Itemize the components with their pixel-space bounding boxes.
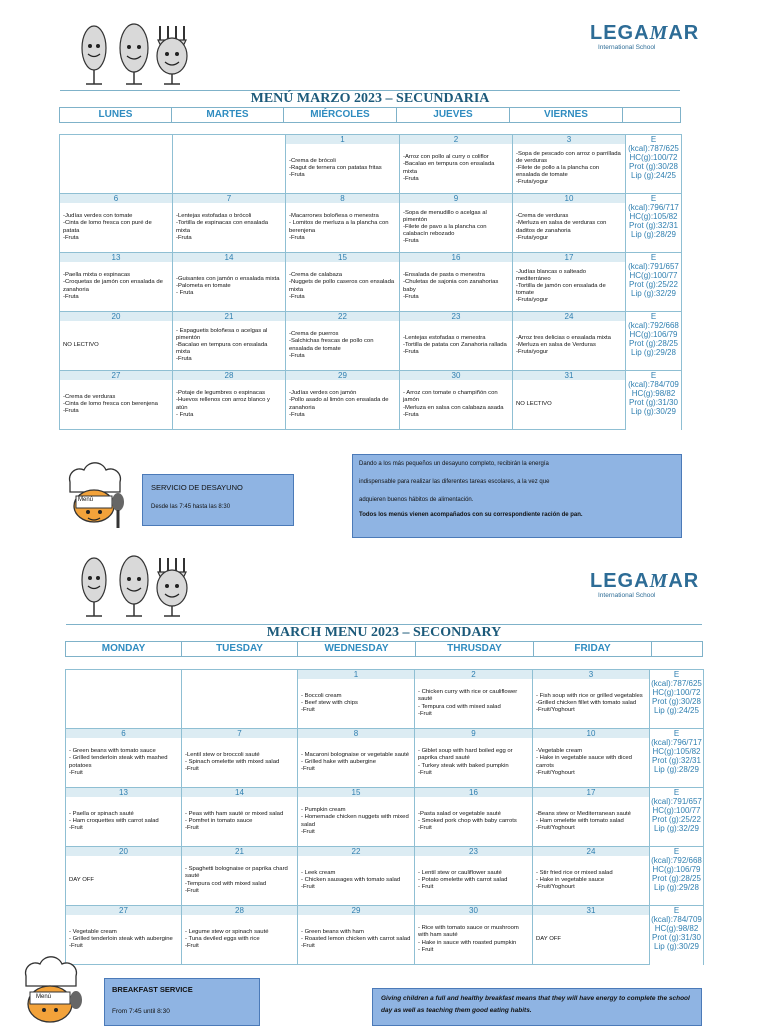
week-number-row xyxy=(66,847,704,857)
day-number: 10 xyxy=(513,194,626,204)
menu-dish-cell: - Legume stew or spinach sauté - Tuna deviled eggs with rice -Fruit xyxy=(182,915,298,965)
menu-dish-cell: -Lentejas estofadas o menestra -Tortilla de patata con Zanahoria rallada -Fruta xyxy=(400,321,513,371)
nutrition-line: E xyxy=(650,253,657,262)
nutrition-line: Prot (g):30/28 xyxy=(652,697,701,706)
nutrition-line: (kcal):791/657 xyxy=(628,262,679,271)
day-number: 17 xyxy=(533,788,650,798)
chef-mascot: Menú xyxy=(58,460,130,532)
nutrition-line: E xyxy=(650,135,657,144)
day-number: 13 xyxy=(60,253,173,263)
menu-dish-cell: -Lentil stew or broccoli sauté - Spinach omelette with mixed salad -Fruit xyxy=(182,738,298,788)
nutrition-line: HC(g):106/79 xyxy=(652,865,701,874)
menu-dish-cell: - Fish soup with rice or grilled vegetables -Grilled chicken fillet with tomato salad -Fruit/Yoghourt xyxy=(533,679,650,729)
nutrition-line: HC(g):105/82 xyxy=(629,212,678,221)
day-number: 17 xyxy=(513,253,626,263)
day-number: 6 xyxy=(66,729,182,739)
day-number: 6 xyxy=(60,194,173,204)
week-number-row xyxy=(60,194,682,204)
menu-dish-cell: - Lentil stew or cauliflower sauté - Potato omelette with carrot salad - Fruit xyxy=(415,856,533,906)
menu-dish-cell: -Crema de calabaza -Nuggets de pollo caseros con ensalada mixta -Fruta xyxy=(286,262,400,312)
menu-dish-cell: -Crema de brócoli -Ragut de ternera con patatas fritas -Fruta xyxy=(286,144,400,194)
nutrition-line: E xyxy=(673,906,680,915)
day-number: 8 xyxy=(286,194,400,204)
menu-dish-cell: - Vegetable cream - Grilled tenderloin steak with aubergine -Fruit xyxy=(66,915,182,965)
nutrition-line: E xyxy=(673,847,680,856)
menu-dish-cell: - Spaghetti bolognaise or paprika chard sauté -Tempura cod with mixed salad -Fruit xyxy=(182,856,298,906)
nutrition-line: HC(g):100/77 xyxy=(629,271,678,280)
day-number: 2 xyxy=(415,670,533,680)
menu-dish-cell: -Crema de verduras -Merluza en salsa de verduras con daditos de zanahoria -Fruta/yogur xyxy=(513,203,626,253)
day-number: 28 xyxy=(173,371,286,381)
nutrition-line: Prot (g):25/22 xyxy=(652,815,701,824)
day-number: 23 xyxy=(400,312,513,322)
menu-dish-cell: - Green beans with ham - Roasted lemon chicken with carrot salad -Fruit xyxy=(298,915,415,965)
nutrition-line: (kcal):792/668 xyxy=(628,321,679,330)
day-number: 9 xyxy=(400,194,513,204)
nutrition-line: E xyxy=(650,312,657,321)
nutrition-line: E xyxy=(673,729,680,738)
day-number: 10 xyxy=(533,729,650,739)
menu-dish-cell: NO LECTIVO xyxy=(60,321,173,371)
day-number: 22 xyxy=(286,312,400,322)
week-dish-row xyxy=(66,797,704,847)
nutrition-line: (kcal):791/657 xyxy=(651,797,702,806)
day-number: 8 xyxy=(298,729,415,739)
nutrition-line: (kcal):787/625 xyxy=(651,679,702,688)
menu-dish-cell: -Judías verdes con jamón -Pollo asado al limón con ensalada de zanahoria -Fruta xyxy=(286,380,400,430)
menu-dish-cell: -Judías blancas o salteado mediterráneo -Tortilla de jamón con ensalada de tomate -Fruta/yogur xyxy=(513,262,626,312)
menu-dish-cell xyxy=(66,679,182,729)
nutrition-line: HC(g):98/82 xyxy=(631,389,676,398)
week-dish-row xyxy=(66,856,704,906)
nutrition-line: HC(g):100/72 xyxy=(652,688,701,697)
nutrition-info xyxy=(650,670,704,729)
nutrition-line: Lip (g):29/28 xyxy=(654,883,699,892)
day-number xyxy=(60,135,173,145)
day-number: 7 xyxy=(173,194,286,204)
day-number: 2 xyxy=(400,135,513,145)
menu-dish-cell: - Stir fried rice or mixed salad - Hake in vegetable sauce -Fruit/Yoghourt xyxy=(533,856,650,906)
nutrition-info xyxy=(626,371,682,430)
week-number-row xyxy=(60,371,682,381)
nutrition-line: HC(g):105/82 xyxy=(652,747,701,756)
nutrition-line: (kcal):796/717 xyxy=(651,738,702,747)
day-number: 30 xyxy=(400,371,513,381)
menu-dish-cell: - Green beans with tomato sauce - Grilled tenderloin steak with mashed potatoes -Fruit xyxy=(66,738,182,788)
nutrition-info xyxy=(650,729,704,788)
menu-dish-cell: - Rice with tomato sauce or mushroom with ham sauté - Hake in sauce with roasted pumpkin - Fruit xyxy=(415,915,533,965)
menu-dish-cell: DAY OFF xyxy=(66,856,182,906)
day-number: 21 xyxy=(182,847,298,857)
day-number: 7 xyxy=(182,729,298,739)
day-number xyxy=(66,670,182,680)
menu-dish-cell: DAY OFF xyxy=(533,915,650,965)
nutrition-line: E xyxy=(673,788,680,797)
menu-table-es xyxy=(59,134,682,430)
day-number xyxy=(182,670,298,680)
nutrition-info xyxy=(626,135,682,194)
day-number: 20 xyxy=(66,847,182,857)
week-dish-row xyxy=(60,262,682,312)
nutrition-line: Prot (g):28/25 xyxy=(652,874,701,883)
menu-dish-cell: -Guisantes con jamón o ensalada mixta -Palometa en tomate - Fruta xyxy=(173,262,286,312)
nutrition-line: HC(g):100/77 xyxy=(652,806,701,815)
day-number: 9 xyxy=(415,729,533,739)
breakfast-info-box-en: Giving children a full and healthy breakfast means that they will have energy to complete the school day as well as teaching them good eating habits. xyxy=(372,988,702,1026)
nutrition-line: Lip (g):32/29 xyxy=(631,289,676,298)
nutrition-info xyxy=(650,847,704,906)
day-number: 31 xyxy=(533,906,650,916)
menu-dish-cell: -Macarrones boloñesa o menestra - Lomitos de merluza a la plancha con berenjena -Fruta xyxy=(286,203,400,253)
nutrition-info xyxy=(650,906,704,965)
nutrition-info xyxy=(626,253,682,312)
menu-dish-cell: -Arroz con pollo al curry o coliflor -Bacalao en tempura con ensalada mixta -Fruta xyxy=(400,144,513,194)
week-dish-row xyxy=(60,203,682,253)
day-number: 28 xyxy=(182,906,298,916)
menu-dish-cell: -Sopa de menudillo o acelgas al pimentón -Filete de pavo a la plancha con calabacín rebozado -Fruta xyxy=(400,203,513,253)
day-number: 16 xyxy=(415,788,533,798)
page-title-en: MARCH MENU 2023 – SECONDARY xyxy=(266,625,502,640)
nutrition-line: Lip (g):29/28 xyxy=(631,348,676,357)
nutrition-info xyxy=(626,194,682,253)
nutrition-line: Prot (g):28/25 xyxy=(629,339,678,348)
week-number-row xyxy=(66,906,704,916)
menu-dish-cell: - Boccoli cream - Beef stew with chips -Fruit xyxy=(298,679,415,729)
day-number: 23 xyxy=(415,847,533,857)
menu-dish-cell xyxy=(182,679,298,729)
day-number: 20 xyxy=(60,312,173,322)
menu-dish-cell: -Lentejas estofadas o brócoli -Tortilla de espinacas con ensalada mixta -Fruta xyxy=(173,203,286,253)
day-number: 29 xyxy=(298,906,415,916)
day-number: 27 xyxy=(60,371,173,381)
day-number: 1 xyxy=(286,135,400,145)
week-number-row xyxy=(66,729,704,739)
nutrition-line: (kcal):792/668 xyxy=(651,856,702,865)
menu-dish-cell: -Vegetable cream - Hake in vegetable sauce with diced carrots -Fruit/Yoghourt xyxy=(533,738,650,788)
nutrition-line: Prot (g):32/31 xyxy=(629,221,678,230)
week-dish-row xyxy=(66,738,704,788)
week-dish-row xyxy=(60,380,682,430)
day-number: 30 xyxy=(415,906,533,916)
nutrition-line: Lip (g):30/29 xyxy=(631,407,676,416)
breakfast-info-box-es: Dando a los más pequeños un desayuno completo, recibirán la energía indispensable para realizar las diferentes tareas escolares, a la vez que adquieren buenos hábitos de alimentación. Todos los menús vienen acompañados con su correspondiente ración de pan. xyxy=(352,454,682,538)
nutrition-line: E xyxy=(650,194,657,203)
menu-dish-cell: - Paella or spinach sauté - Ham croquettes with carrot salad -Fruit xyxy=(66,797,182,847)
day-number: 15 xyxy=(298,788,415,798)
nutrition-line: HC(g):98/82 xyxy=(654,924,699,933)
menu-dish-cell: - Espaguetis boloñesa o acelgas al pimentón -Bacalao en tempura con ensalada mixta -Fruta xyxy=(173,321,286,371)
nutrition-info xyxy=(650,788,704,847)
week-dish-row xyxy=(60,321,682,371)
menu-dish-cell: - Pumpkin cream - Homemade chicken nuggets with mixed salad -Fruit xyxy=(298,797,415,847)
nutrition-line: Lip (g):28/29 xyxy=(654,765,699,774)
day-number: 16 xyxy=(400,253,513,263)
week-number-row xyxy=(66,670,704,680)
nutrition-line: (kcal):796/717 xyxy=(628,203,679,212)
menu-dish-cell: -Crema de puerros -Salchichas frescas de pollo con ensalada de tomate -Fruta xyxy=(286,321,400,371)
nutrition-line: Prot (g):30/28 xyxy=(629,162,678,171)
week-number-row xyxy=(60,312,682,322)
menu-dish-cell: -Arroz tres delicias o ensalada mixta -Merluza en salsa de Verduras -Fruta/yogur xyxy=(513,321,626,371)
day-number: 1 xyxy=(298,670,415,680)
nutrition-line: (kcal):784/709 xyxy=(651,915,702,924)
day-number: 3 xyxy=(513,135,626,145)
nutrition-line: HC(g):100/72 xyxy=(629,153,678,162)
week-number-row xyxy=(60,253,682,263)
menu-table-en xyxy=(65,669,704,965)
week-number-row xyxy=(60,135,682,145)
day-number: 14 xyxy=(173,253,286,263)
day-number: 22 xyxy=(298,847,415,857)
menu-dish-cell: -Pasta salad or vegetable sauté - Smoked pork chop with baby carrots -Fruit xyxy=(415,797,533,847)
nutrition-line: E xyxy=(673,670,680,679)
week-dish-row xyxy=(66,679,704,729)
menu-dish-cell: - Macaroni bolognaise or vegetable sauté - Grilled hake with aubergine -Fruit xyxy=(298,738,415,788)
nutrition-line: Lip (g):28/29 xyxy=(631,230,676,239)
nutrition-info xyxy=(626,312,682,371)
nutrition-line: Prot (g):31/30 xyxy=(652,933,701,942)
menu-dish-cell: - Chicken curry with rice or cauliflower sauté - Tempura cod with mixed salad -Fruit xyxy=(415,679,533,729)
nutrition-line: Prot (g):31/30 xyxy=(629,398,678,407)
day-number: 3 xyxy=(533,670,650,680)
chef-mascot-en: Menú xyxy=(14,954,86,1024)
menu-dish-cell: -Judías verdes con tomate -Cinta de lomo fresca con puré de patata -Fruta xyxy=(60,203,173,253)
day-number: 21 xyxy=(173,312,286,322)
day-number xyxy=(173,135,286,145)
week-dish-row xyxy=(66,915,704,965)
nutrition-line: Lip (g):24/25 xyxy=(654,706,699,715)
day-number: 13 xyxy=(66,788,182,798)
menu-dish-cell: - Leek cream - Chicken sausages with tomato salad -Fruit xyxy=(298,856,415,906)
breakfast-service-box-es: SERVICIO DE DESAYUNO Desde las 7:45 hasta las 8:30 xyxy=(142,474,294,526)
nutrition-line: Lip (g):24/25 xyxy=(631,171,676,180)
week-dish-row xyxy=(60,144,682,194)
legamar-logo-en: LEGAMAR International School xyxy=(590,570,700,599)
day-number: 24 xyxy=(513,312,626,322)
day-number: 27 xyxy=(66,906,182,916)
menu-dish-cell: -Paella mixta o espinacas -Croquetas de jamón con ensalada de zanahoria -Fruta xyxy=(60,262,173,312)
menu-dish-cell xyxy=(173,144,286,194)
nutrition-line: E xyxy=(650,371,657,380)
cartoon-utensils-illustration-en xyxy=(72,552,212,622)
day-header-en: MONDAY TUESDAY WEDNESDAY THRUSDAY FRIDAY xyxy=(65,641,703,657)
day-number: 29 xyxy=(286,371,400,381)
menu-dish-cell: -Beans stew or Mediterranean sauté - Ham omelette with tomato salad -Fruit/Yoghourt xyxy=(533,797,650,847)
menu-dish-cell: -Ensalada de pasta o menestra -Chuletas de sajonia con zanahorias baby -Fruta xyxy=(400,262,513,312)
menu-dish-cell: - Giblet soup with hard boiled egg or paprika chard sauté - Turkey steak with baked pumpkin -Fruit xyxy=(415,738,533,788)
nutrition-line: Prot (g):32/31 xyxy=(652,756,701,765)
nutrition-line: HC(g):106/79 xyxy=(629,330,678,339)
menu-dish-cell: -Potaje de legumbres o espinacas -Huevos rellenos con arroz blanco y atún - Fruta xyxy=(173,380,286,430)
nutrition-line: (kcal):787/625 xyxy=(628,144,679,153)
day-number: 31 xyxy=(513,371,626,381)
nutrition-line: Lip (g):32/29 xyxy=(654,824,699,833)
nutrition-line: Lip (g):30/29 xyxy=(654,942,699,951)
breakfast-service-box-en: BREAKFAST SERVICE From 7:45 until 8:30 xyxy=(104,978,260,1026)
page-title-es: MENÚ MARZO 2023 – SECUNDARIA xyxy=(250,91,490,106)
nutrition-line: Prot (g):25/22 xyxy=(629,280,678,289)
week-number-row xyxy=(66,788,704,798)
cartoon-utensils-illustration xyxy=(72,20,212,90)
menu-dish-cell xyxy=(60,144,173,194)
legamar-logo: LEGAMAR International School xyxy=(590,22,700,51)
menu-dish-cell: -Crema de verduras -Cinta de lomo fresca con berenjena -Fruta xyxy=(60,380,173,430)
day-number: 15 xyxy=(286,253,400,263)
nutrition-line: (kcal):784/709 xyxy=(628,380,679,389)
menu-dish-cell: NO LECTIVO xyxy=(513,380,626,430)
menu-dish-cell: - Arroz con tomate o champiñón con jamón -Merluza en salsa con calabaza asada -Fruta xyxy=(400,380,513,430)
menu-dish-cell: - Peas with ham sauté or mixed salad - Pomfret in tomato sauce -Fruit xyxy=(182,797,298,847)
day-header-es: LUNES MARTES MIÉRCOLES JUEVES VIERNES xyxy=(59,107,681,123)
menu-dish-cell: -Sopa de pescado con arroz o parrillada de verduras -Filete de pollo a la plancha con ensalada de tomate -Fruta/yogur xyxy=(513,144,626,194)
day-number: 14 xyxy=(182,788,298,798)
day-number: 24 xyxy=(533,847,650,857)
